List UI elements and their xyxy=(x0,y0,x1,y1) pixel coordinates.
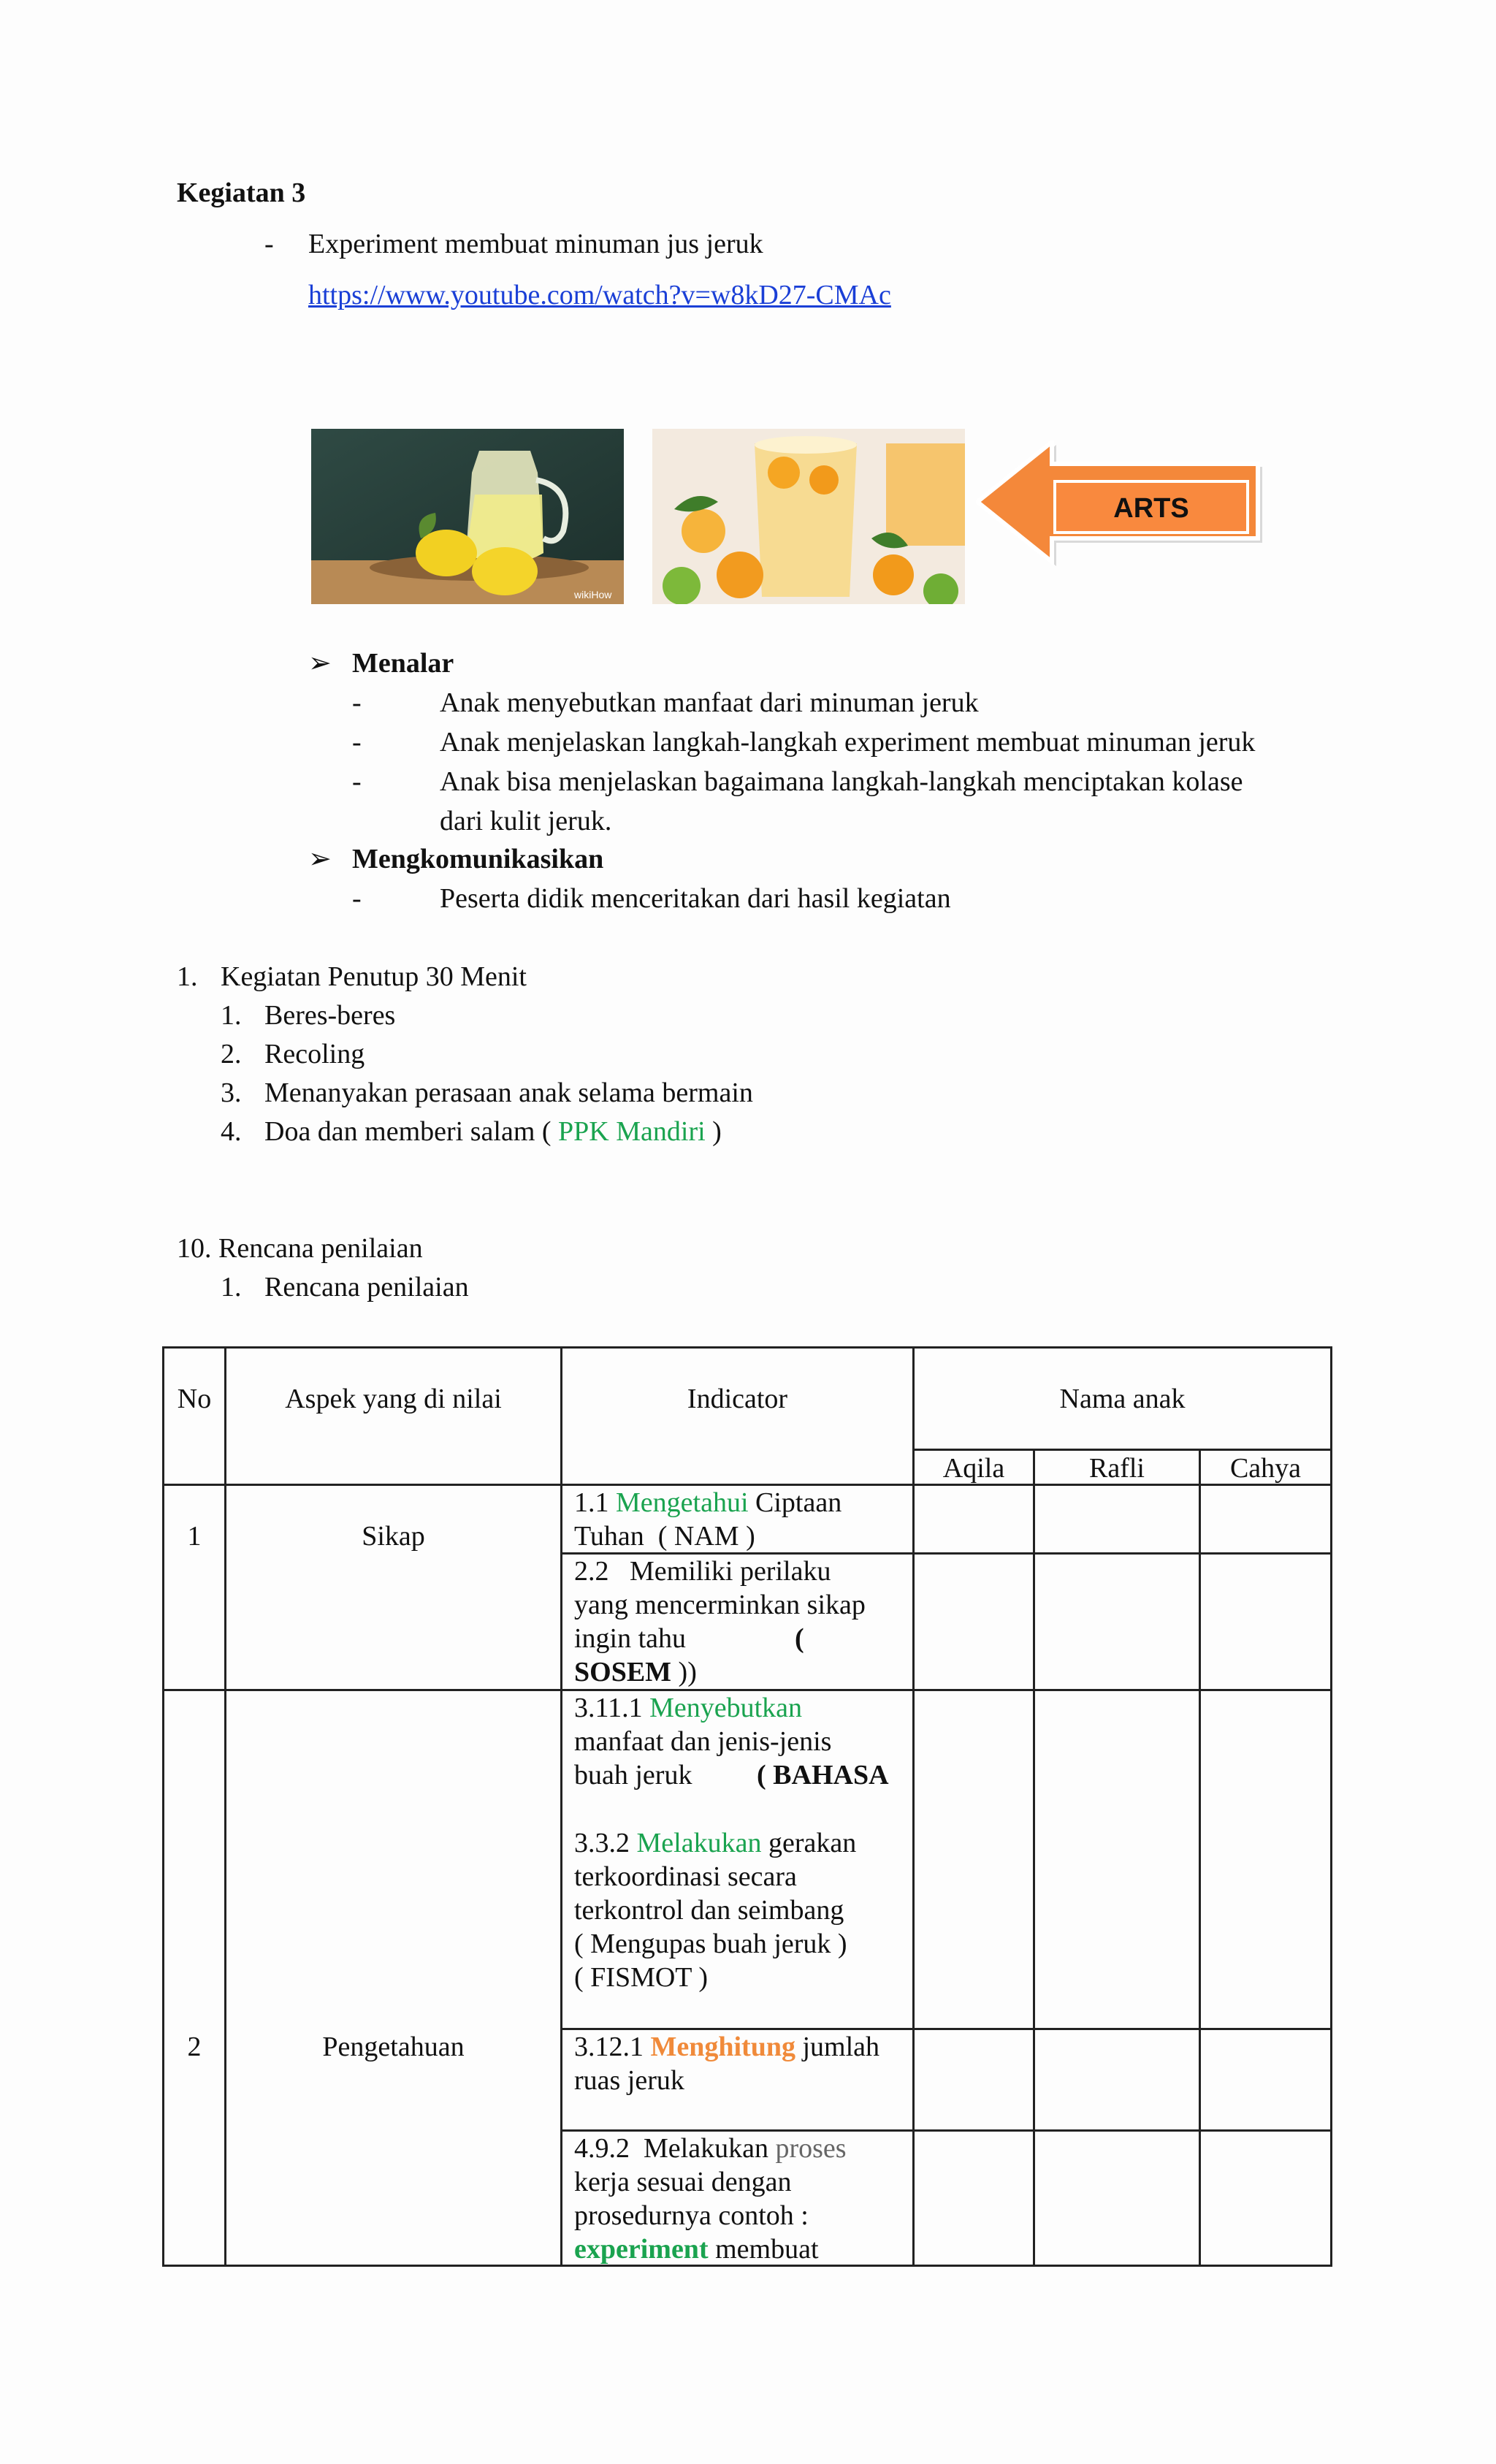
list-number: 2. xyxy=(221,1039,242,1069)
arrow-bullet-icon: ➢ xyxy=(308,648,332,679)
menalar-item: Anak menjelaskan langkah-langkah experiment membuat minuman jeruk xyxy=(440,727,1256,758)
bullet-dash: - xyxy=(264,229,274,259)
row-number: 2 xyxy=(187,2032,202,2062)
list-number: 1. xyxy=(221,1000,242,1031)
indicator-3-3-2: 3.3.2 Melakukan gerakan terkoordinasi secara terkontrol dan seimbang ( Mengupas buah jeruk ) ( FISMOT ) xyxy=(574,1828,857,1993)
header-indicator: Indicator xyxy=(687,1384,788,1414)
mengkomunikasikan-item: Peserta didik menceritakan dari hasil kegiatan xyxy=(440,883,951,914)
lemonade-pitcher-photo xyxy=(311,429,624,604)
menalar-item-cont: dari kulit jeruk. xyxy=(440,806,612,836)
mengkomunikasikan-title: Mengkomunikasikan xyxy=(352,844,604,874)
bullet-dash: - xyxy=(352,727,362,758)
penutup-item: Doa dan memberi salam ( PPK Mandiri ) xyxy=(264,1116,722,1147)
indicator-3-11-1: 3.11.1 Menyebutkan manfaat dan jenis-jenis buah jeruk ( BAHASA xyxy=(574,1693,889,1790)
aspek-pengetahuan: Pengetahuan xyxy=(322,2032,465,2062)
bullet-dash: - xyxy=(352,766,362,797)
menalar-item: Anak bisa menjelaskan bagaimana langkah-langkah menciptakan kolase xyxy=(440,766,1243,797)
rencana-title: 10. Rencana penilaian xyxy=(177,1233,423,1264)
header-aspek: Aspek yang di nilai xyxy=(285,1384,502,1414)
indicator-1-1: 1.1 Mengetahui Ciptaan Tuhan ( NAM ) xyxy=(574,1487,842,1552)
menalar-item: Anak menyebutkan manfaat dari minuman jeruk xyxy=(440,687,979,718)
menalar-title: Menalar xyxy=(352,648,454,679)
rencana-sub: Rencana penilaian xyxy=(264,1272,469,1302)
section-heading: Kegiatan 3 xyxy=(177,178,306,208)
penutup-item: Recoling xyxy=(264,1039,365,1069)
header-name-aqila: Aqila xyxy=(942,1453,1005,1484)
aspek-sikap: Sikap xyxy=(362,1521,425,1552)
indicator-3-12-1: 3.12.1 Menghitung jumlah ruas jeruk xyxy=(574,2032,880,2096)
list-number: 3. xyxy=(221,1077,242,1108)
arts-arrow-banner xyxy=(976,440,1264,572)
arts-label: ARTS xyxy=(1113,493,1189,524)
list-number: 1. xyxy=(177,961,198,992)
bullet-dash: - xyxy=(352,687,362,718)
header-name-rafli: Rafli xyxy=(1089,1453,1145,1484)
penutup-item: Menanyakan perasaan anak selama bermain xyxy=(264,1077,753,1108)
bullet-dash: - xyxy=(352,883,362,914)
indicator-2-2: 2.2 Memiliki perilaku yang mencerminkan sikap ingin tahu ( SOSEM )) xyxy=(574,1556,866,1687)
youtube-link[interactable]: https://www.youtube.com/watch?v=w8kD27-CMAc xyxy=(308,280,891,310)
penutup-item: Beres-beres xyxy=(264,1000,396,1031)
header-nama-anak: Nama anak xyxy=(1059,1384,1186,1414)
indicator-4-9-2: 4.9.2 Melakukan proses kerja sesuai dengan prosedurnya contoh : experiment membuat xyxy=(574,2133,847,2265)
orange-juice-photo xyxy=(652,429,965,604)
photo-watermark: wikiHow xyxy=(574,589,612,600)
experiment-text: Experiment membuat minuman jus jeruk xyxy=(308,229,763,259)
arrow-bullet-icon: ➢ xyxy=(308,844,332,874)
row-number: 1 xyxy=(187,1521,202,1552)
list-number: 1. xyxy=(221,1272,242,1302)
list-number: 4. xyxy=(221,1116,242,1147)
header-name-cahya: Cahya xyxy=(1229,1453,1302,1484)
header-no: No xyxy=(177,1384,212,1414)
penutup-title: Kegiatan Penutup 30 Menit xyxy=(221,961,527,992)
ppk-tag: PPK Mandiri xyxy=(558,1116,706,1147)
